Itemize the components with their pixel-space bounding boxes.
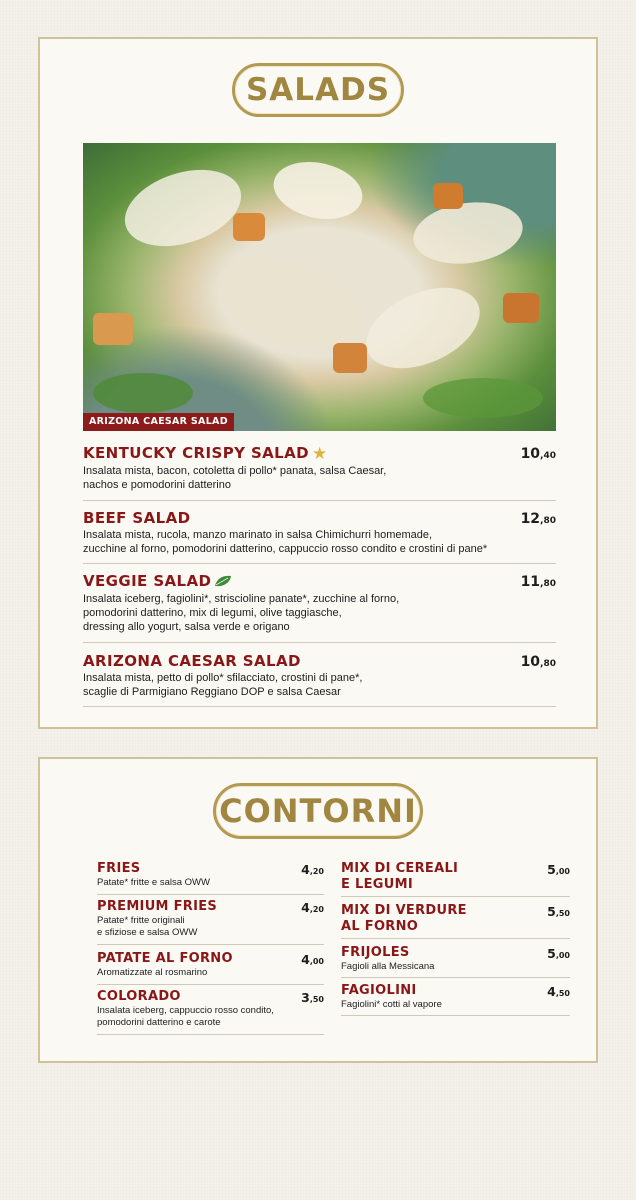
item-price: 4,00 xyxy=(301,952,324,967)
item-name: PREMIUM FRIES xyxy=(97,899,218,914)
item-name: ARIZONA CAESAR SALAD xyxy=(83,652,301,670)
side-item-fries xyxy=(97,861,324,895)
side-item-mix-di-verdure xyxy=(341,903,570,939)
item-description: Insalata iceberg, fagiolini*, striscioline panate*, zucchine al forno, pomodorini datterino, mix di legumi, olive taggiasche, dressing allo yogurt, salsa verde e origano xyxy=(83,592,400,633)
item-name: FAGIOLINI xyxy=(341,983,417,998)
item-description: Insalata iceberg, cappuccio rosso condito, pomodorini datterino e carote xyxy=(97,1005,274,1028)
menu-item-kentucky-crispy-salad xyxy=(83,444,556,501)
item-price: 12,80 xyxy=(520,511,556,527)
photo-caption: ARIZONA CAESAR SALAD xyxy=(83,413,234,431)
item-price: 5,50 xyxy=(547,904,570,919)
item-description: Aromatizzate al rosmarino xyxy=(97,967,208,978)
item-price: 3,50 xyxy=(301,990,324,1005)
item-name: MIX DI VERDURE AL FORNO xyxy=(341,903,467,934)
item-name: COLORADO xyxy=(97,989,181,1004)
salad-photo xyxy=(83,143,556,431)
section-title-contorni: CONTORNI xyxy=(213,783,423,839)
item-name: FRIJOLES xyxy=(341,945,410,960)
item-name: FRIES xyxy=(97,861,141,876)
item-name: KENTUCKY CRISPY SALAD xyxy=(83,444,310,462)
item-name: BEEF SALAD xyxy=(83,509,191,527)
item-description: Patate* fritte e salsa OWW xyxy=(97,877,210,888)
item-name: VEGGIE SALAD xyxy=(83,572,212,590)
side-item-mix-di-cereali xyxy=(341,861,570,897)
item-name: PATATE AL FORNO xyxy=(97,951,233,966)
item-price: 10,40 xyxy=(520,446,556,462)
item-price: 5,00 xyxy=(547,862,570,877)
item-description: Fagioli alla Messicana xyxy=(341,961,435,972)
salads-section xyxy=(38,37,598,729)
menu-item-beef-salad xyxy=(83,509,556,564)
leaf-icon xyxy=(214,573,232,591)
item-price: 4,50 xyxy=(547,984,570,999)
menu-item-veggie-salad xyxy=(83,572,556,643)
item-description: Insalata mista, petto di pollo* sfilacciato, crostini di pane*, scaglie di Parmigiano Reggiano DOP e salsa Caesar xyxy=(83,672,363,698)
item-price: 11,80 xyxy=(520,574,556,590)
side-item-fagiolini xyxy=(341,983,570,1016)
star-icon: ★ xyxy=(312,444,328,464)
item-price: 5,00 xyxy=(547,946,570,961)
item-description: Patate* fritte originali e sfiziose e salsa OWW xyxy=(97,915,198,938)
item-description: Insalata mista, rucola, manzo marinato in salsa Chimichurri homemade, zucchine al forno, pomodorini datterino, cappuccio rosso condito e crostini di pane* xyxy=(83,529,488,555)
item-description: Fagiolini* cotti al vapore xyxy=(341,999,442,1010)
side-item-frijoles xyxy=(341,945,570,978)
contorni-section xyxy=(38,757,598,1063)
item-description: Insalata mista, bacon, cotoletta di pollo* panata, salsa Caesar, nachos e pomodorini datterino xyxy=(83,465,387,491)
item-price: 4,20 xyxy=(301,862,324,877)
item-name: MIX DI CEREALI E LEGUMI xyxy=(341,861,459,892)
menu-item-arizona-caesar-salad xyxy=(83,652,556,707)
item-price: 4,20 xyxy=(301,900,324,915)
side-item-patate-al-forno xyxy=(97,951,324,985)
section-title-salads: SALADS xyxy=(232,63,404,117)
item-price: 10,80 xyxy=(520,654,556,670)
side-item-premium-fries xyxy=(97,899,324,945)
side-item-colorado xyxy=(97,989,324,1035)
